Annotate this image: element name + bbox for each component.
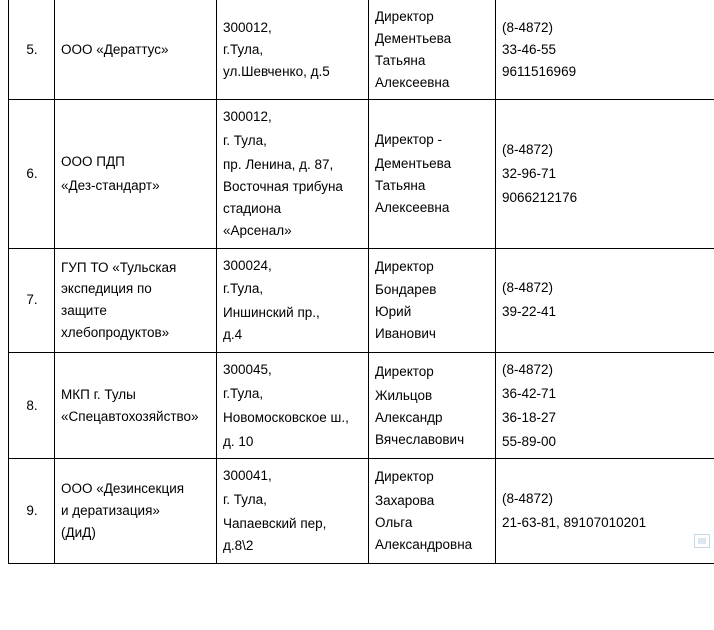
organization-name-line: ООО «Дераттус» <box>61 41 169 57</box>
phone-cell <box>496 353 714 459</box>
address-cell <box>217 0 369 100</box>
organization-name-line: «Спецавтохозяйство» <box>61 408 199 424</box>
phone-cell <box>496 0 714 100</box>
row-number-cell <box>9 459 55 563</box>
address-line: Восточная трибуна <box>223 179 343 195</box>
head-line: Директор <box>375 469 434 485</box>
address-cell <box>217 248 369 352</box>
address-line: пр. Ленина, д. 87, <box>223 157 334 173</box>
phone-line: 39-22-41 <box>502 304 557 320</box>
table-row <box>9 459 714 563</box>
head-line: Дементьева <box>375 30 452 46</box>
organization-name-cell <box>55 459 217 563</box>
address-line: д. 10 <box>223 433 254 449</box>
phone-line: 36-42-71 <box>502 385 557 401</box>
organization-name-line: хлебопродуктов» <box>61 325 170 341</box>
organization-name-line: защите <box>61 303 107 319</box>
table-row <box>9 353 714 459</box>
phone-line: (8-4872) <box>502 142 554 158</box>
head-line: Бондарев <box>375 282 437 298</box>
address-line: г. Тула, <box>223 133 267 149</box>
head-line: Захарова <box>375 493 435 509</box>
head-cell <box>369 0 496 100</box>
address-line: Чапаевский пер, <box>223 516 327 532</box>
head-line: Татьяна <box>375 52 426 68</box>
organization-name-line: экспедиция по <box>61 281 152 297</box>
address-line: г.Тула, <box>223 281 264 297</box>
row-number-cell <box>9 248 55 352</box>
organization-name-cell <box>55 353 217 459</box>
table-row <box>9 0 714 100</box>
address-line: д.4 <box>223 327 243 343</box>
address-line: Иншинский пр., <box>223 305 320 321</box>
row-number-cell <box>9 0 55 100</box>
row-number: 5. <box>26 41 38 57</box>
organization-name-line: ГУП ТО «Тульская <box>61 259 177 275</box>
head-line: Ольга <box>375 515 413 531</box>
address-line: 300041, <box>223 468 272 484</box>
head-line: Жильцов <box>375 387 433 403</box>
phone-line: 9611516969 <box>502 63 577 79</box>
phone-line: 55-89-00 <box>502 433 557 449</box>
organization-name-cell <box>55 0 217 100</box>
table-body <box>9 0 714 563</box>
address-cell <box>217 353 369 459</box>
phone-line: (8-4872) <box>502 280 554 296</box>
row-number: 7. <box>26 292 38 308</box>
organization-name-cell <box>55 100 217 248</box>
organization-name-cell <box>55 248 217 352</box>
head-line: Вячеславович <box>375 431 465 447</box>
phone-cell <box>496 459 714 563</box>
phone-line: (8-4872) <box>502 362 554 378</box>
head-line: Дементьева <box>375 156 452 172</box>
address-line: д.8\2 <box>223 538 254 554</box>
row-number: 8. <box>26 397 38 413</box>
head-line: Директор - <box>375 132 443 148</box>
phone-line: (8-4872) <box>502 19 554 35</box>
head-cell <box>369 459 496 563</box>
organizations-table <box>8 0 714 564</box>
head-line: Юрий <box>375 304 412 320</box>
head-cell <box>369 248 496 352</box>
organization-name-line: ООО ПДП <box>61 154 125 170</box>
row-number: 9. <box>26 503 38 519</box>
address-line: стадиона <box>223 200 282 216</box>
row-number-cell <box>9 353 55 459</box>
phone-line: 36-18-27 <box>502 409 557 425</box>
address-line: г.Тула, <box>223 385 264 401</box>
address-line: 300045, <box>223 362 272 378</box>
head-cell <box>369 100 496 248</box>
address-line: 300024, <box>223 257 272 273</box>
row-number-cell <box>9 100 55 248</box>
table-row <box>9 100 714 248</box>
organization-name-line: МКП г. Тулы <box>61 386 136 402</box>
table-row <box>9 248 714 352</box>
phone-line: 21-63-81, 89107010201 <box>502 515 647 531</box>
address-cell <box>217 459 369 563</box>
head-line: Директор <box>375 9 434 24</box>
address-line: «Арсенал» <box>223 222 292 238</box>
head-line: Директор <box>375 364 434 380</box>
head-line: Александр <box>375 409 443 425</box>
address-line: г. Тула, <box>223 492 267 508</box>
phone-cell <box>496 248 714 352</box>
organization-name-line: «Дез-стандарт» <box>61 178 160 194</box>
page-edge-marker-icon <box>694 534 710 548</box>
phone-line: 9066212176 <box>502 189 578 205</box>
head-line: Александровна <box>375 537 473 553</box>
phone-line: 33-46-55 <box>502 41 557 57</box>
head-line: Иванович <box>375 326 436 342</box>
address-line: Новомосковское ш., <box>223 409 349 425</box>
address-line: 300012, <box>223 109 272 125</box>
head-line: Директор <box>375 258 434 274</box>
address-cell <box>217 100 369 248</box>
head-cell <box>369 353 496 459</box>
address-line: 300012, <box>223 19 272 35</box>
phone-line: (8-4872) <box>502 491 554 507</box>
head-line: Алексеевна <box>375 74 450 90</box>
organization-name-line: ООО «Дезинсекция <box>61 481 185 497</box>
address-line: ул.Шевченко, д.5 <box>223 63 330 79</box>
phone-line: 32-96-71 <box>502 166 557 182</box>
address-line: г.Тула, <box>223 41 264 57</box>
organization-name-line: и дератизация» <box>61 503 160 519</box>
organization-name-line: (ДиД) <box>61 525 96 541</box>
row-number: 6. <box>26 166 38 182</box>
head-line: Алексеевна <box>375 199 450 215</box>
phone-cell <box>496 100 714 248</box>
head-line: Татьяна <box>375 178 426 194</box>
